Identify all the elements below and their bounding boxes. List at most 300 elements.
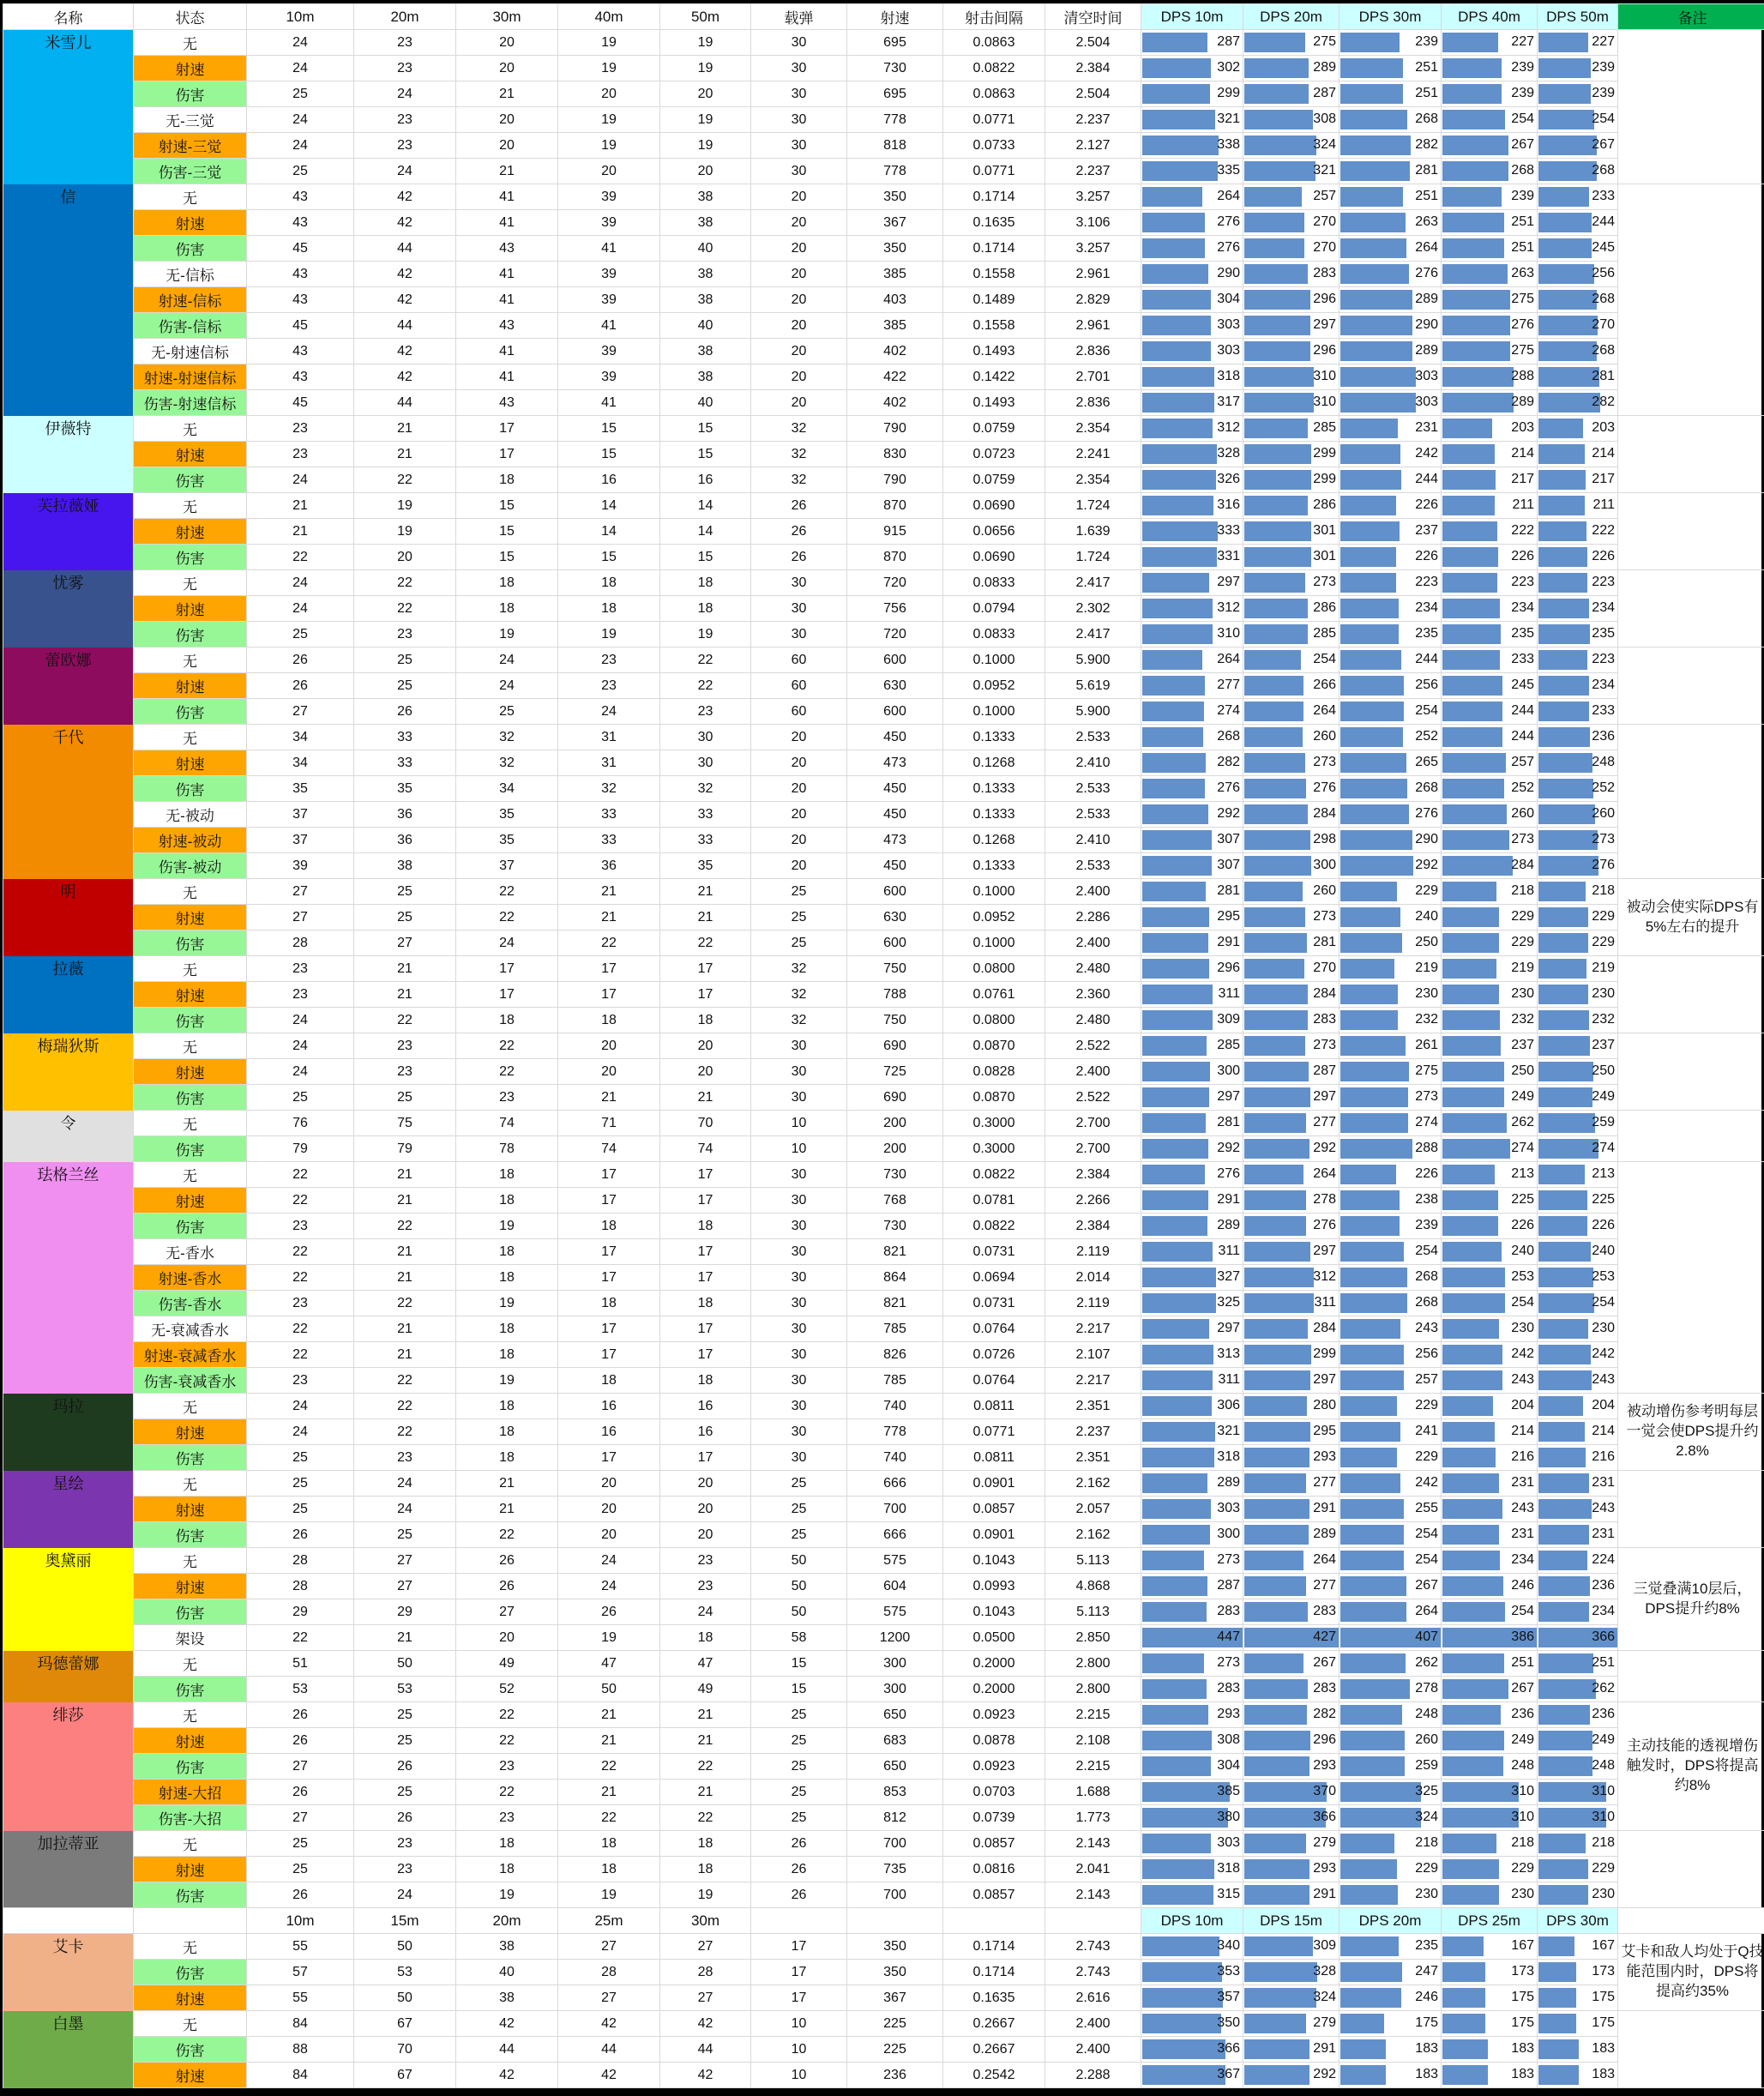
value-cell: 20 [456,107,558,133]
dps-bar [1538,161,1597,181]
dps-value: 237 [1415,519,1438,544]
dps-bar [1142,907,1209,927]
value-cell: 756 [847,596,943,622]
clear-time-cell: 3.257 [1045,236,1141,262]
dps-cell [1141,1265,1243,1291]
dps-cell [1340,802,1442,828]
value-cell: 604 [847,1574,943,1599]
dps-value: 251 [1415,184,1438,209]
dps-value: 353 [1217,1960,1240,1985]
state-cell: 无-射速信标 [134,339,247,364]
value-cell: 45 [247,390,354,416]
value-cell: 21 [354,442,456,467]
dps-bar [1442,1653,1504,1673]
dps-value: 273 [1415,1085,1438,1110]
dps-cell [1442,1497,1538,1522]
dps-bar [1340,1396,1397,1416]
value-cell: 67 [354,2011,456,2037]
dps-cell [1340,776,1442,802]
table-row [3,1471,1764,1497]
dps-value: 283 [1313,1599,1336,1624]
dps-cell [1442,1265,1538,1291]
dps-value: 285 [1217,1033,1240,1058]
dps-cell [1243,442,1340,467]
value-cell: 24 [558,1574,660,1599]
value-cell: 350 [847,236,943,262]
dps-bar [1340,753,1406,773]
dps-cell [1538,1214,1618,1239]
value-cell: 750 [847,1008,943,1033]
interval-cell: 0.0759 [943,467,1045,493]
clear-time-cell: 2.127 [1045,133,1141,159]
value-cell: 21 [660,905,751,931]
dps-cell [1141,1780,1243,1805]
dps-value: 291 [1217,1188,1240,1213]
value-cell: 17 [660,1342,751,1368]
dps-bar [1442,1113,1507,1133]
value-cell: 32 [751,467,847,493]
dps-value: 277 [1313,1471,1336,1496]
value-cell: 788 [847,982,943,1008]
dps-value: 167 [1592,1934,1615,1959]
dps-bar [1244,1216,1306,1236]
dps-value: 310 [1511,1780,1534,1804]
dps-bar [1442,341,1510,361]
dps-bar [1244,1422,1310,1442]
value-cell: 18 [660,1291,751,1316]
dps-cell [1538,1136,1618,1162]
dps-cell [1340,1394,1442,1419]
value-cell: 830 [847,442,943,467]
value-cell: 17 [558,1445,660,1471]
dps-cell [1442,1008,1538,1033]
dps-value: 257 [1511,750,1534,775]
value-cell: 23 [558,647,660,673]
dps-cell [1141,931,1243,956]
dps-bar [1244,161,1315,181]
value-cell: 22 [456,1702,558,1728]
dps-value: 260 [1511,802,1534,827]
value-cell: 21 [354,982,456,1008]
dps-value: 274 [1415,1111,1438,1135]
note-cell [1618,1471,1764,1548]
value-cell: 29 [247,1599,354,1625]
dps-value: 297 [1217,570,1240,595]
dps-bar [1340,1525,1404,1545]
dps-value: 245 [1511,673,1534,698]
state-cell: 射速-香水 [134,1265,247,1291]
character-name-cell: 信 [3,184,134,416]
dps-bar [1442,444,1495,464]
dps-value: 213 [1511,1162,1534,1187]
dps-value: 283 [1313,1677,1336,1701]
column-header: DPS 50m [1538,4,1618,30]
note-cell [1618,570,1764,647]
dps-cell [1141,725,1243,750]
value-cell: 38 [660,287,751,313]
dps-value: 311 [1218,982,1240,1007]
dps-cell [1442,210,1538,236]
interval-cell: 0.0870 [943,1085,1045,1111]
dps-value: 331 [1217,545,1240,569]
table-row [3,159,1764,184]
value-cell: 30 [751,159,847,184]
dps-bar [1244,779,1306,798]
dps-bar [1442,187,1502,207]
dps-value: 247 [1415,1960,1438,1985]
value-cell: 27 [247,1805,354,1831]
dps-bar [1442,1576,1503,1596]
note-cell [1618,956,1764,1033]
dps-value: 248 [1415,1702,1438,1727]
dps-value: 276 [1592,853,1615,878]
dps-bar [1142,959,1209,979]
dps-value: 213 [1592,1162,1615,1187]
dps-bar [1538,1859,1588,1879]
value-cell: 630 [847,905,943,931]
dps-cell [1340,30,1442,56]
dps-cell [1243,1728,1340,1754]
dps-value: 173 [1511,1960,1534,1985]
dps-value: 251 [1415,56,1438,81]
value-cell: 44 [558,2037,660,2063]
dps-cell [1243,1471,1340,1497]
table-row [3,699,1764,725]
dps-value: 282 [1217,750,1240,775]
dps-value: 327 [1217,1265,1240,1290]
dps-bar [1244,1139,1309,1159]
value-cell: 22 [247,1188,354,1214]
value-cell: 47 [558,1651,660,1677]
value-cell: 24 [660,1599,751,1625]
dps-cell [1243,1497,1340,1522]
dps-value: 267 [1592,133,1615,158]
value-cell: 17 [751,1934,847,1960]
value-cell: 790 [847,467,943,493]
dps-bar [1244,959,1304,979]
dps-bar [1538,1113,1595,1133]
value-cell: 35 [354,776,456,802]
dps-cell [1243,1780,1340,1805]
dps-cell [1243,1111,1340,1136]
dps-bar [1142,264,1208,284]
dps-bar [1442,1062,1504,1081]
value-cell: 41 [558,390,660,416]
note-cell: 艾卡和敌人均处于Q技能范围内时，DPS将提高约35% [1618,1934,1764,2011]
clear-time-cell: 2.410 [1045,828,1141,853]
value-cell: 422 [847,364,943,390]
dps-bar [1538,1319,1588,1339]
dps-bar [1142,367,1214,387]
dps-bar [1340,599,1399,618]
dps-bar [1442,367,1514,387]
state-cell: 伤害 [134,545,247,570]
dps-value: 260 [1313,879,1336,904]
dps-cell [1538,2037,1618,2063]
clear-time-cell: 2.850 [1045,1625,1141,1651]
value-cell: 27 [558,1934,660,1960]
dps-cell [1141,1497,1243,1522]
dps-value: 318 [1217,1857,1240,1882]
interval-cell: 0.0822 [943,1214,1045,1239]
value-cell: 18 [456,1188,558,1214]
dps-cell [1340,442,1442,467]
dps-cell [1141,1471,1243,1497]
dps-value: 267 [1511,1677,1534,1701]
value-cell: 740 [847,1445,943,1471]
state-cell: 无 [134,2011,247,2037]
dps-bar [1340,1190,1400,1210]
dps-cell [1141,107,1243,133]
dps-bar [1340,84,1403,104]
value-cell: 42 [354,364,456,390]
dps-value: 278 [1415,1677,1438,1701]
dps-cell [1243,1651,1340,1677]
dps-value: 407 [1415,1625,1438,1650]
dps-bar [1538,1602,1589,1622]
dps-bar [1442,1139,1510,1159]
dps-bar [1340,1679,1410,1699]
dps-value: 237 [1511,1033,1534,1058]
dps-bar [1538,419,1583,438]
dps-cell [1442,30,1538,56]
clear-time-cell: 2.215 [1045,1754,1141,1780]
value-cell: 25 [751,1522,847,1548]
dps-value: 293 [1313,1445,1336,1470]
dps-bar [1442,1293,1505,1313]
dps-value: 248 [1592,750,1615,775]
state-cell: 射速 [134,56,247,81]
value-cell: 450 [847,853,943,879]
dps-value: 236 [1592,725,1615,750]
value-cell: 10 [751,1136,847,1162]
dps-cell [1340,1291,1442,1316]
value-cell: 41 [456,262,558,287]
dps-value: 218 [1592,879,1615,904]
dps-cell [1538,107,1618,133]
dps-bar [1340,624,1399,644]
dps-value: 287 [1313,1059,1336,1084]
value-cell: 26 [354,1805,456,1831]
dps-cell [1141,1033,1243,1059]
dps-bar [1340,856,1413,876]
dps-value: 246 [1415,1985,1438,2010]
value-cell: 14 [660,493,751,519]
interval-cell: 0.1000 [943,699,1045,725]
state-cell: 无 [134,1934,247,1960]
value-cell: 40 [660,236,751,262]
dps-cell [1538,1059,1618,1085]
dps-cell [1538,30,1618,56]
interval-cell: 0.0781 [943,1188,1045,1214]
value-cell: 20 [751,828,847,853]
dps-bar [1340,521,1400,541]
value-cell: 35 [456,828,558,853]
value-cell: 23 [247,1291,354,1316]
dps-cell [1243,699,1340,725]
value-cell: 473 [847,828,943,853]
value-cell: 20 [751,210,847,236]
dps-value: 295 [1217,905,1240,930]
dps-value: 266 [1313,673,1336,698]
dps-cell [1141,956,1243,982]
dps-cell [1243,1033,1340,1059]
table-row [3,133,1764,159]
value-cell: 28 [558,1960,660,1985]
dps-bar [1442,1087,1504,1107]
dps-cell [1243,467,1340,493]
dps-value: 289 [1217,1214,1240,1238]
value-cell: 29 [354,1599,456,1625]
dps-value: 299 [1313,1342,1336,1367]
interval-cell: 0.0800 [943,956,1045,982]
dps-value: 216 [1592,1445,1615,1470]
value-cell: 34 [456,776,558,802]
dps-cell [1340,570,1442,596]
dps-cell [1243,56,1340,81]
dps-bar [1442,1370,1502,1390]
value-cell: 26 [247,1882,354,1908]
table-row [3,1162,1764,1188]
dps-bar [1442,547,1498,567]
value-cell: 25 [456,699,558,725]
dps-cell [1141,1111,1243,1136]
dps-value: 316 [1217,493,1240,518]
dps-cell [1442,339,1538,364]
value-cell: 24 [354,81,456,107]
dps-cell [1538,1008,1618,1033]
column-header: DPS 10m [1141,4,1243,30]
state-cell: 伤害 [134,81,247,107]
value-cell: 690 [847,1085,943,1111]
dps-cell [1538,81,1618,107]
clear-time-cell: 2.108 [1045,1728,1141,1754]
dps-value: 275 [1415,1059,1438,1084]
dps-cell [1340,956,1442,982]
interval-cell: 0.0952 [943,905,1045,931]
clear-time-cell: 2.400 [1045,931,1141,956]
note-cell: 被动增伤参考明每层一觉会使DPS提升约2.8% [1618,1394,1764,1471]
dps-cell [1243,1188,1340,1214]
dps-value: 288 [1415,1136,1438,1161]
value-cell: 21 [354,1625,456,1651]
value-cell: 30 [751,1445,847,1471]
dps-value: 254 [1415,1548,1438,1573]
dps-value: 175 [1592,1985,1615,2010]
alt-dps-header: DPS 25m [1442,1908,1538,1934]
dps-bar [1142,1036,1207,1056]
value-cell: 44 [354,390,456,416]
value-cell: 25 [247,1497,354,1522]
dps-bar [1538,676,1589,696]
dps-cell [1538,1419,1618,1445]
value-cell: 23 [247,416,354,442]
dps-bar [1340,702,1404,721]
value-cell: 17 [558,956,660,982]
value-cell: 38 [354,853,456,879]
dps-value: 273 [1313,750,1336,775]
interval-cell: 0.0822 [943,1162,1045,1188]
dps-cell [1141,1136,1243,1162]
state-cell: 射速 [134,1497,247,1522]
dps-cell [1340,1625,1442,1651]
note-cell [1618,416,1764,493]
dps-value: 267 [1511,133,1534,158]
value-cell: 49 [456,1651,558,1677]
clear-time-cell: 5.900 [1045,647,1141,673]
dps-cell [1340,1136,1442,1162]
dps-value: 297 [1313,1085,1336,1110]
dps-cell [1141,390,1243,416]
dps-bar [1244,1448,1309,1467]
clear-time-cell: 2.410 [1045,750,1141,776]
table-row [3,1419,1764,1445]
dps-bar [1244,1473,1306,1493]
dps-value: 287 [1313,81,1336,106]
value-cell: 826 [847,1342,943,1368]
value-cell: 26 [558,1599,660,1625]
value-cell: 19 [660,1882,751,1908]
state-cell: 伤害 [134,236,247,262]
dps-cell [1442,81,1538,107]
dps-cell [1340,982,1442,1008]
dps-cell [1538,262,1618,287]
dps-cell [1141,1419,1243,1445]
clear-time-cell: 2.400 [1045,2011,1141,2037]
dps-cell [1141,828,1243,853]
clear-time-cell: 2.480 [1045,1008,1141,1033]
value-cell: 52 [456,1677,558,1702]
dps-cell [1442,493,1538,519]
value-cell: 22 [247,1265,354,1291]
dps-cell [1243,1008,1340,1033]
value-cell: 25 [751,1471,847,1497]
dps-value: 357 [1217,1985,1240,2010]
value-cell: 700 [847,1497,943,1522]
dps-cell [1141,1188,1243,1214]
dps-cell [1243,30,1340,56]
dps-value: 234 [1415,596,1438,621]
dps-value: 236 [1592,1702,1615,1727]
dps-value: 232 [1592,1008,1615,1033]
value-cell: 22 [456,1033,558,1059]
dps-value: 226 [1511,545,1534,569]
table-row [3,467,1764,493]
value-cell: 26 [751,545,847,570]
value-cell: 78 [456,1136,558,1162]
dps-bar [1340,907,1400,927]
clear-time-cell: 2.266 [1045,1188,1141,1214]
dps-value: 333 [1217,519,1240,544]
dps-value: 244 [1511,699,1534,724]
clear-time-cell: 2.533 [1045,853,1141,879]
value-cell: 24 [558,699,660,725]
dps-bar [1340,1319,1400,1339]
value-cell: 24 [456,673,558,699]
state-cell: 伤害-衰减香水 [134,1368,247,1394]
dps-cell [1243,2011,1340,2037]
alt-distance-header: 20m [456,1908,558,1934]
dps-cell [1538,184,1618,210]
table-row [3,364,1764,390]
value-cell: 19 [558,1625,660,1651]
dps-value: 292 [1313,2063,1336,2087]
dps-bar [1442,1319,1499,1339]
value-cell: 43 [247,262,354,287]
character-name-cell: 忧雾 [3,570,134,647]
dps-bar [1442,1936,1484,1956]
dps-bar [1142,804,1208,824]
